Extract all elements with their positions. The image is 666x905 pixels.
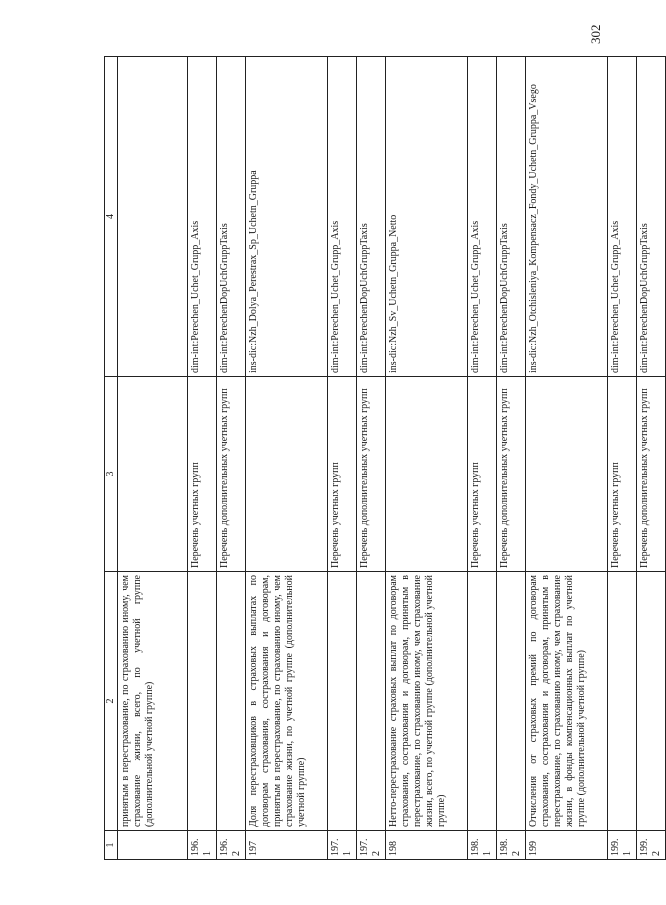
table-row xyxy=(386,57,468,860)
row-description xyxy=(188,572,217,831)
row-number: 199 xyxy=(526,831,608,860)
header-col-1: 1 xyxy=(105,831,118,860)
page-number: 302 xyxy=(588,24,603,44)
row-number: 199.2 xyxy=(637,831,666,860)
row-col4: dim-int:Perechen_Uchet_Grupp_Axis xyxy=(608,57,637,377)
row-number: 197.2 xyxy=(357,831,386,860)
row-col3 xyxy=(246,377,328,572)
row-col3: Перечень дополнительных учетных групп xyxy=(637,377,666,572)
row-col4: ins-dic:Nzh_Otchisleniya_Kompensacz_Fondy_Uchetn_Gruppa_Vsego xyxy=(526,57,608,377)
row-number: 199.1 xyxy=(608,831,637,860)
row-number: 198 xyxy=(386,831,468,860)
row-number: 198.1 xyxy=(468,831,497,860)
row-col4: dim-int:Perechen_Uchet_Grupp_Axis xyxy=(328,57,357,377)
row-col4: dim-int:Perechen_Uchet_Grupp_Axis xyxy=(188,57,217,377)
row-col4: dim-int:PerechenDopUchGruppTaxis xyxy=(497,57,526,377)
row-col4 xyxy=(118,57,188,377)
table-header-row xyxy=(105,57,118,860)
row-col3: Перечень учетных групп xyxy=(188,377,217,572)
table-row xyxy=(217,57,246,860)
table-row xyxy=(328,57,357,860)
header-col-3: 3 xyxy=(105,377,118,572)
row-number: 196.1 xyxy=(188,831,217,860)
row-description xyxy=(608,572,637,831)
row-col4: ins-dic:Nzh_Sv_Uchetn_Gruppa_Netto xyxy=(386,57,468,377)
row-description: Нетто-перестрахование страховых выплат по договорам страхования, сострахования и договорам, принятым в перестрахование, по страхованию иному, чем страхование жизни, всего, по учетной группе (дополнительной учетной группе) xyxy=(386,572,468,831)
table-row xyxy=(188,57,217,860)
row-description xyxy=(468,572,497,831)
table-row xyxy=(118,57,188,860)
table-row xyxy=(357,57,386,860)
row-number: 198.2 xyxy=(497,831,526,860)
row-col3: Перечень учетных групп xyxy=(328,377,357,572)
row-col4: dim-int:Perechen_Uchet_Grupp_Axis xyxy=(468,57,497,377)
row-description xyxy=(328,572,357,831)
row-col3 xyxy=(526,377,608,572)
table-row xyxy=(608,57,637,860)
row-col3: Перечень дополнительных учетных групп xyxy=(357,377,386,572)
row-description: Отчисления от страховых премий по договорам страхования, сострахования и договорам, принятым в перестрахование, по страхованию иному, чем страхование жизни, в фонды компенсационных выплат по учетной группе (дополнительной учетной группе) xyxy=(526,572,608,831)
row-description xyxy=(497,572,526,831)
row-number: 197.1 xyxy=(328,831,357,860)
row-number: 196.2 xyxy=(217,831,246,860)
row-col4: dim-int:PerechenDopUchGruppTaxis xyxy=(637,57,666,377)
table-row xyxy=(637,57,666,860)
row-col3 xyxy=(118,377,188,572)
row-description xyxy=(357,572,386,831)
row-description xyxy=(637,572,666,831)
row-col3: Перечень учетных групп xyxy=(468,377,497,572)
row-number xyxy=(118,831,188,860)
header-col-4: 4 xyxy=(105,57,118,377)
row-description xyxy=(217,572,246,831)
row-col3 xyxy=(386,377,468,572)
data-table xyxy=(104,56,666,860)
row-col4: dim-int:PerechenDopUchGruppTaxis xyxy=(217,57,246,377)
row-col3: Перечень дополнительных учетных групп xyxy=(217,377,246,572)
header-col-2: 2 xyxy=(105,572,118,831)
table-row xyxy=(526,57,608,860)
row-number: 197 xyxy=(246,831,328,860)
rotated-table-wrapper xyxy=(104,56,662,860)
table-row xyxy=(468,57,497,860)
row-col3: Перечень учетных групп xyxy=(608,377,637,572)
row-col4: ins-dic:Nzh_Dolya_Perestrax_Sp_Uchetn_Gruppa xyxy=(246,57,328,377)
row-col3: Перечень дополнительных учетных групп xyxy=(497,377,526,572)
table-row xyxy=(497,57,526,860)
row-description: Доля перестраховщиков в страховых выплатах по договорам страхования, сострахования и договорам, принятым в перестрахование, по страхованию иному, чем страхование жизни, по учетной группе (дополнительной учетной группе) xyxy=(246,572,328,831)
row-description: принятым в перестрахование, по страхованию иному, чем страхование жизни, всего, по учетной группе (дополнительной учетной группе) xyxy=(118,572,188,831)
row-col4: dim-int:PerechenDopUchGruppTaxis xyxy=(357,57,386,377)
table-row xyxy=(246,57,328,860)
